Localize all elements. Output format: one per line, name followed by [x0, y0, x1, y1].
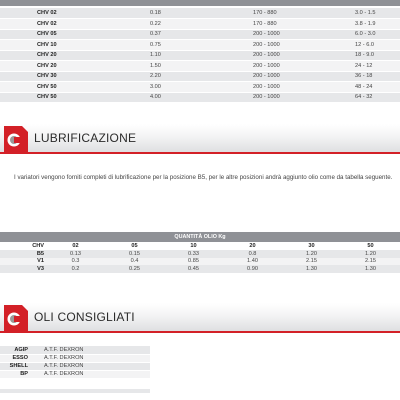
ratio-cell: 12 - 6.0	[300, 40, 400, 51]
quantity-cell: 0.15	[105, 250, 164, 258]
model-cell: CHV 30	[0, 71, 120, 82]
oil-type-cell: A.T.F. DEXRON	[38, 346, 150, 354]
quantity-cell: 1.30	[282, 265, 341, 273]
ratio-cell: 48 - 24	[300, 82, 400, 93]
lubrication-title: LUBRIFICAZIONE	[34, 131, 137, 145]
brand-cell: ESSO	[0, 354, 38, 362]
ratio-cell: 6.0 - 3.0	[300, 29, 400, 40]
brand-logo-icon	[4, 126, 28, 152]
speed-range-cell: 200 - 1000	[205, 29, 300, 40]
model-cell: CHV 20	[0, 61, 120, 72]
header-label-cell: CHV	[0, 242, 46, 250]
recommended-oils-section-header	[0, 303, 400, 333]
quantity-cell: 1.20	[341, 250, 400, 258]
table-row	[0, 50, 400, 61]
speed-range-cell: 200 - 1000	[205, 71, 300, 82]
brand-cell: SHELL	[0, 362, 38, 370]
power-cell: 3.00	[120, 82, 205, 93]
ratio-cell: 24 - 12	[300, 61, 400, 72]
power-cell: 1.10	[120, 50, 205, 61]
column-header-cell: 20	[223, 242, 282, 250]
section-divider	[0, 331, 400, 333]
table-row	[0, 92, 400, 103]
quantity-cell: 1.20	[282, 250, 341, 258]
column-header-cell: 50	[341, 242, 400, 250]
quantity-cell: 0.3	[46, 258, 105, 266]
model-cell: CHV 05	[0, 29, 120, 40]
recommended-oils-table	[0, 346, 150, 379]
power-cell: 2.20	[120, 71, 205, 82]
model-cell: CHV 02	[0, 19, 120, 30]
table-row	[0, 29, 400, 40]
column-header-cell: 02	[46, 242, 105, 250]
quantity-cell: 0.45	[164, 265, 223, 273]
brand-cell: AGIP	[0, 346, 38, 354]
table-row	[0, 370, 150, 378]
speed-range-cell: 200 - 1000	[205, 92, 300, 103]
section-divider	[0, 152, 400, 154]
model-cell: CHV 20	[0, 50, 120, 61]
speed-range-cell: 200 - 1000	[205, 82, 300, 93]
table-row	[0, 258, 400, 266]
brand-logo-icon	[4, 305, 28, 331]
table-row	[0, 19, 400, 30]
lubrication-section-header	[0, 124, 400, 154]
quantity-cell: 2.15	[282, 258, 341, 266]
table-row	[0, 354, 150, 362]
quantity-cell: 0.25	[105, 265, 164, 273]
power-cell: 0.22	[120, 19, 205, 30]
ratio-cell: 36 - 18	[300, 71, 400, 82]
model-cell: CHV 10	[0, 40, 120, 51]
ratio-cell: 3.0 - 1.5	[300, 8, 400, 19]
oil-quantity-table	[0, 242, 400, 273]
speed-range-cell: 200 - 1000	[205, 50, 300, 61]
quantity-cell: 0.2	[46, 265, 105, 273]
model-cell: CHV 02	[0, 8, 120, 19]
column-header-cell: 10	[164, 242, 223, 250]
table-row	[0, 8, 400, 19]
table-row	[0, 82, 400, 93]
quantity-cell: 1.30	[341, 265, 400, 273]
oil-type-cell: A.T.F. DEXRON	[38, 362, 150, 370]
power-cell: 0.37	[120, 29, 205, 40]
speed-range-cell: 170 - 880	[205, 8, 300, 19]
brand-cell: BP	[0, 370, 38, 378]
model-cell: CHV 50	[0, 82, 120, 93]
quantity-cell: 0.4	[105, 258, 164, 266]
table-row	[0, 40, 400, 51]
table-row	[0, 265, 400, 273]
ratio-cell: 64 - 32	[300, 92, 400, 103]
ratio-cell: 3.8 - 1.9	[300, 19, 400, 30]
oil-type-cell: A.T.F. DEXRON	[38, 354, 150, 362]
table-row	[0, 61, 400, 72]
position-label-cell: V1	[0, 258, 46, 266]
speed-range-cell: 200 - 1000	[205, 40, 300, 51]
column-header-cell: 30	[282, 242, 341, 250]
lubrication-text: I variatori vengono forniti completi di lubrificazione per la posizione B5, per le altre posizioni andrà aggiunto olio come da tabella seguente.	[14, 174, 393, 181]
quantity-cell: 1.40	[223, 258, 282, 266]
power-cell: 0.18	[120, 8, 205, 19]
table-row	[0, 250, 400, 258]
column-header-cell: 05	[105, 242, 164, 250]
ratio-cell: 18 - 9.0	[300, 50, 400, 61]
recommended-oils-title: OLI CONSIGLIATI	[34, 310, 135, 324]
table-row	[0, 71, 400, 82]
speed-range-cell: 200 - 1000	[205, 61, 300, 72]
table-row	[0, 362, 150, 370]
quantity-cell: 0.33	[164, 250, 223, 258]
quantity-cell: 0.85	[164, 258, 223, 266]
power-cell: 4.00	[120, 92, 205, 103]
model-cell: CHV 50	[0, 92, 120, 103]
position-label-cell: V3	[0, 265, 46, 273]
speed-range-cell: 170 - 880	[205, 19, 300, 30]
quantity-cell: 0.8	[223, 250, 282, 258]
models-table	[0, 8, 400, 103]
oils-table-footer-bar	[0, 389, 150, 393]
power-cell: 0.75	[120, 40, 205, 51]
quantity-cell: 2.15	[341, 258, 400, 266]
power-cell: 1.50	[120, 61, 205, 72]
position-label-cell: B5	[0, 250, 46, 258]
table-header-row	[0, 242, 400, 250]
quantity-cell: 0.90	[223, 265, 282, 273]
table-row	[0, 346, 150, 354]
models-table-header-bar	[0, 0, 400, 6]
oil-quantity-title: QUANTITÀ OLIO Kg	[0, 232, 400, 242]
oil-type-cell: A.T.F. DEXRON	[38, 370, 150, 378]
quantity-cell: 0.13	[46, 250, 105, 258]
